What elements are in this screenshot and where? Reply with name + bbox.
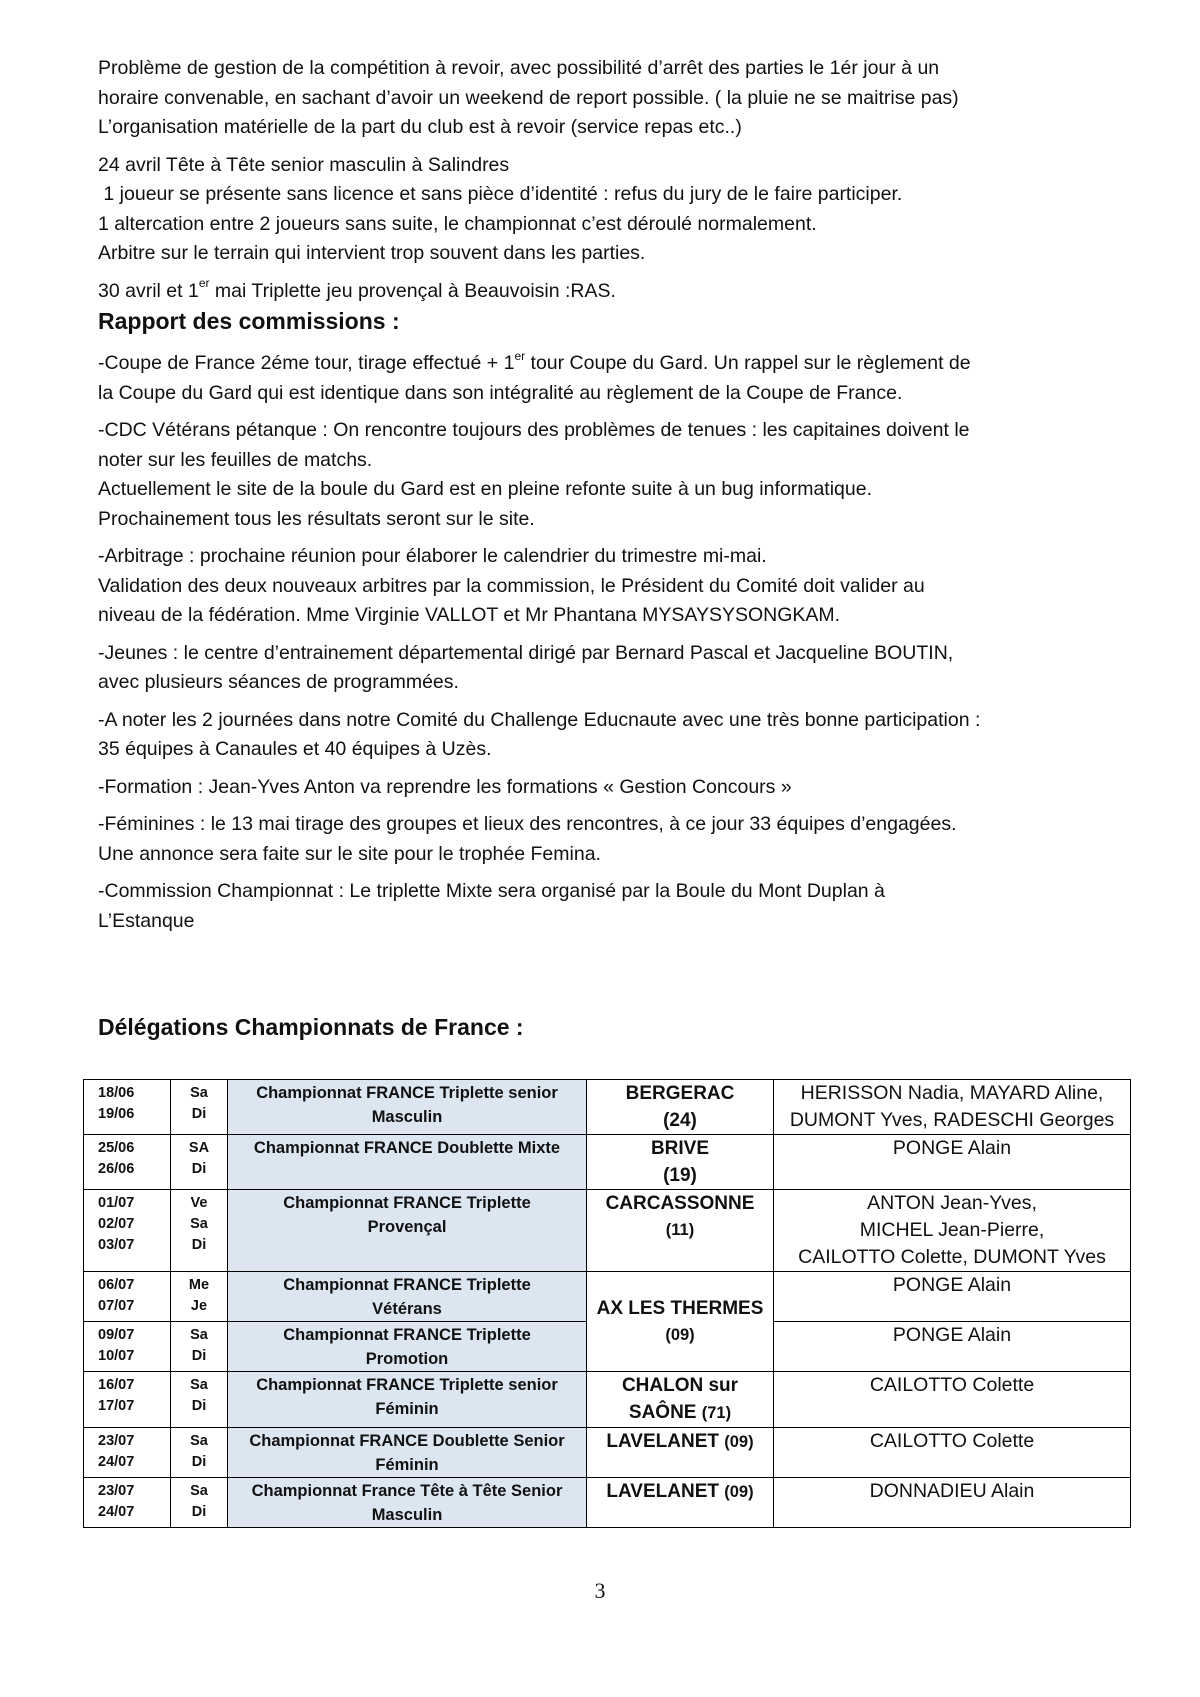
date: 19/06 [98, 1106, 135, 1122]
day: Sa [190, 1377, 208, 1393]
days-cell [171, 1080, 228, 1135]
championnat-name: Féminin [375, 1400, 439, 1418]
ville: CARCASSONNE [605, 1193, 755, 1214]
date: 02/07 [98, 1216, 135, 1232]
paragraph-jeunes [98, 639, 1118, 698]
paragraph-competition-management [98, 54, 1118, 143]
dates-cell [84, 1478, 171, 1528]
delegue: DUMONT Yves, RADESCHI Georges [789, 1109, 1115, 1131]
championnat-cell [228, 1428, 587, 1478]
date: 25/06 [98, 1140, 135, 1156]
text-line: -Jeunes : le centre d’entrainement départemental dirigé par Bernard Pascal et Jacqueline BOUTIN, [98, 641, 954, 664]
day: Di [191, 1454, 207, 1470]
days-cell [171, 1428, 228, 1478]
heading-rapport-commissions: Rapport des commissions : [98, 308, 400, 334]
date: 24/07 [98, 1454, 135, 1470]
text-line: la Coupe du Gard qui est identique dans son intégralité au règlement de la Coupe de France. [98, 381, 903, 404]
text-line: 1 joueur se présente sans licence et sans pièce d’identité : refus du jury de le faire participer. [98, 183, 903, 205]
paragraph-feminines [98, 810, 1118, 869]
championnat-name: Championnat France Tête à Tête Senior [251, 1482, 563, 1500]
text-line: horaire convenable, en sachant d’avoir un weekend de report possible. ( la pluie ne se maitrise pas) [98, 86, 959, 109]
day: SA [188, 1140, 210, 1156]
text-line: 35 équipes à Canaules et 40 équipes à Uzès. [98, 738, 492, 760]
championnat-cell [228, 1478, 587, 1528]
paragraph-cdc-veterans [98, 416, 1118, 534]
championnat-name: Féminin [375, 1456, 439, 1474]
department-code: (09) [724, 1483, 754, 1501]
table-row [84, 1272, 1131, 1322]
superscript: er [198, 276, 210, 290]
ville: CHALON sur [621, 1375, 739, 1396]
text-fragment: 30 avril et 1 [98, 279, 199, 302]
championnat-name: Provençal [367, 1218, 447, 1236]
championnat-cell [228, 1372, 587, 1428]
date: 26/06 [98, 1161, 135, 1177]
dates-cell [84, 1135, 171, 1190]
delegues-cell [774, 1080, 1131, 1135]
paragraph-commission-championnat [98, 877, 1118, 936]
intro-text [98, 54, 1118, 306]
delegues-cell [774, 1478, 1131, 1528]
delegues-cell [774, 1372, 1131, 1428]
text-line: -Arbitrage : prochaine réunion pour élaborer le calendrier du trimestre mi-mai. [98, 545, 767, 567]
text-line: L’Estanque [98, 909, 195, 932]
date: 09/07 [98, 1327, 135, 1343]
text-line: 24 avril Tête à Tête senior masculin à Salindres [98, 153, 510, 176]
paragraph-arbitrage [98, 542, 1118, 631]
day: Je [190, 1298, 208, 1314]
ville-cell [587, 1478, 774, 1528]
delegues-cell [774, 1190, 1131, 1272]
delegations-table [83, 1079, 1131, 1528]
day: Sa [190, 1433, 208, 1449]
table-row [84, 1080, 1131, 1135]
table-row [84, 1190, 1131, 1272]
championnat-name: Championnat FRANCE Doublette Mixte [253, 1139, 561, 1157]
date: 01/07 [98, 1195, 135, 1211]
dates-cell [84, 1372, 171, 1428]
date: 06/07 [98, 1277, 135, 1293]
paragraph-beauvoisin [98, 277, 1118, 307]
ville: LAVELANET [606, 1481, 719, 1502]
day: Di [191, 1237, 207, 1253]
date: 24/07 [98, 1504, 135, 1520]
department-code: (71) [701, 1404, 732, 1422]
day: Sa [190, 1483, 208, 1499]
date: 07/07 [98, 1298, 135, 1314]
day: Di [191, 1348, 207, 1364]
text-line: noter sur les feuilles de matchs. [98, 448, 373, 471]
text-line: avec plusieurs séances de programmées. [98, 671, 459, 693]
table-row [84, 1478, 1131, 1528]
date: 03/07 [98, 1237, 135, 1253]
days-cell [171, 1272, 228, 1322]
department-code: (11) [665, 1221, 695, 1239]
delegue: DONNADIEU Alain [869, 1480, 1035, 1502]
date: 23/07 [98, 1433, 135, 1449]
delegue: CAILOTTO Colette, DUMONT Yves [798, 1246, 1106, 1268]
ville-cell [587, 1080, 774, 1135]
table-row [84, 1135, 1131, 1190]
days-cell [171, 1478, 228, 1528]
ville-cell [587, 1135, 774, 1190]
dates-cell [84, 1322, 171, 1372]
days-cell [171, 1190, 228, 1272]
commissions-text [98, 349, 1118, 936]
day: Ve [190, 1195, 208, 1211]
text-fragment: tour Coupe du Gard. Un rappel sur le règlement de [525, 352, 971, 374]
text-line: Arbitre sur le terrain qui intervient trop souvent dans les parties. [98, 242, 646, 264]
day: Sa [190, 1216, 208, 1232]
ville-cell [587, 1272, 774, 1372]
day: Di [191, 1161, 207, 1177]
ville-cell [587, 1428, 774, 1478]
text-line: Problème de gestion de la compétition à revoir, avec possibilité d’arrêt des parties le 1ér jour à un [98, 57, 940, 79]
championnat-name: Masculin [371, 1506, 443, 1524]
date: 16/07 [98, 1377, 135, 1393]
championnat-name: Promotion [365, 1350, 449, 1368]
championnat-cell [228, 1272, 587, 1322]
date: 17/07 [98, 1398, 135, 1414]
table-row [84, 1428, 1131, 1478]
paragraph-coupe-de-france [98, 349, 1118, 408]
championnat-name: Masculin [371, 1108, 443, 1126]
ville-cell [587, 1190, 774, 1272]
dates-cell [84, 1190, 171, 1272]
day: Di [191, 1398, 207, 1414]
championnat-cell [228, 1080, 587, 1135]
delegue: MICHEL Jean-Pierre, [859, 1219, 1045, 1241]
text-line: L’organisation matérielle de la part du club est à revoir (service repas etc..) [98, 116, 742, 138]
paragraph-tete-a-tete-salindres [98, 151, 1118, 269]
championnat-name: Vétérans [372, 1300, 442, 1318]
championnat-name: Championnat FRANCE Triplette [283, 1276, 531, 1294]
championnat-cell [228, 1190, 587, 1272]
ville: BRIVE [650, 1138, 710, 1159]
delegue: PONGE Alain [892, 1324, 1012, 1346]
championnat-name: Championnat FRANCE Triplette [283, 1326, 531, 1344]
championnat-cell [228, 1135, 587, 1190]
delegue: HERISSON Nadia, MAYARD Aline, [800, 1082, 1104, 1104]
text-line: -Commission Championnat : Le triplette Mixte sera organisé par la Boule du Mont Duplan à [98, 880, 885, 902]
days-cell [171, 1322, 228, 1372]
text-fragment: -Coupe de France 2éme tour, tirage effectué + 1 [98, 352, 515, 374]
delegue: CAILOTTO Colette [869, 1374, 1035, 1396]
department-code: (09) [724, 1433, 754, 1451]
text-line: Validation des deux nouveaux arbitres par la commission, le Président du Comité doit valider au [98, 574, 925, 597]
dates-cell [84, 1272, 171, 1322]
dates-cell [84, 1428, 171, 1478]
department-code: (09) [665, 1325, 695, 1344]
delegue: PONGE Alain [892, 1274, 1012, 1296]
ville: LAVELANET [606, 1431, 719, 1452]
paragraph-educnaute [98, 706, 1118, 765]
delegues-cell [774, 1428, 1131, 1478]
text-fragment: mai Triplette jeu provençal à Beauvoisin :RAS. [209, 279, 616, 302]
text-line: niveau de la fédération. Mme Virginie VALLOT et Mr Phantana MYSAYSYSONGKAM. [98, 604, 841, 626]
text-line: -Formation : Jean-Yves Anton va reprendre les formations « Gestion Concours » [98, 775, 792, 798]
text-line: -A noter les 2 journées dans notre Comité du Challenge Educnaute avec une très bonne participation : [98, 708, 981, 731]
championnat-name: Championnat FRANCE Triplette [283, 1194, 531, 1212]
delegues-cell [774, 1322, 1131, 1372]
delegue: PONGE Alain [892, 1137, 1012, 1159]
table-row [84, 1372, 1131, 1428]
department-code: (24) [663, 1110, 697, 1131]
date: 10/07 [98, 1348, 135, 1364]
day: Di [191, 1504, 207, 1520]
text-line: Prochainement tous les résultats seront sur le site. [98, 507, 535, 530]
paragraph-formation [98, 773, 1118, 803]
text-line: Une annonce sera faite sur le site pour le trophée Femina. [98, 842, 601, 865]
day: Sa [190, 1085, 208, 1101]
text-line: 1 altercation entre 2 joueurs sans suite, le championnat c’est déroulé normalement. [98, 212, 817, 235]
superscript: er [514, 348, 526, 363]
championnat-name: Championnat FRANCE Doublette Senior [249, 1432, 565, 1450]
championnat-name: Championnat FRANCE Triplette senior [256, 1376, 558, 1394]
date: 18/06 [98, 1085, 135, 1101]
text-line: -CDC Vétérans pétanque : On rencontre toujours des problèmes de tenues : les capitaines doivent le [98, 419, 970, 441]
ville: AX LES THERMES [596, 1297, 764, 1319]
championnat-cell [228, 1322, 587, 1372]
text-line: Actuellement le site de la boule du Gard est en pleine refonte suite à un bug informatique. [98, 478, 872, 500]
days-cell [171, 1135, 228, 1190]
text-line: -Féminines : le 13 mai tirage des groupes et lieux des rencontres, à ce jour 33 équipes d’engagées. [98, 813, 957, 835]
day: Sa [190, 1327, 208, 1343]
department-code: (19) [663, 1165, 697, 1186]
delegues-cell [774, 1135, 1131, 1190]
ville-cell [587, 1372, 774, 1428]
days-cell [171, 1372, 228, 1428]
ville: BERGERAC [625, 1083, 735, 1104]
day: Me [188, 1277, 210, 1293]
day: Di [191, 1106, 207, 1122]
delegue: ANTON Jean-Yves, [867, 1192, 1037, 1214]
ville: SAÔNE [628, 1402, 697, 1423]
page-number: 3 [594, 1578, 606, 1603]
delegue: CAILOTTO Colette [869, 1430, 1035, 1452]
dates-cell [84, 1080, 171, 1135]
championnat-name: Championnat FRANCE Triplette senior [256, 1084, 558, 1102]
date: 23/07 [98, 1483, 135, 1499]
heading-delegations: Délégations Championnats de France : [98, 1014, 524, 1040]
delegues-cell [774, 1272, 1131, 1322]
